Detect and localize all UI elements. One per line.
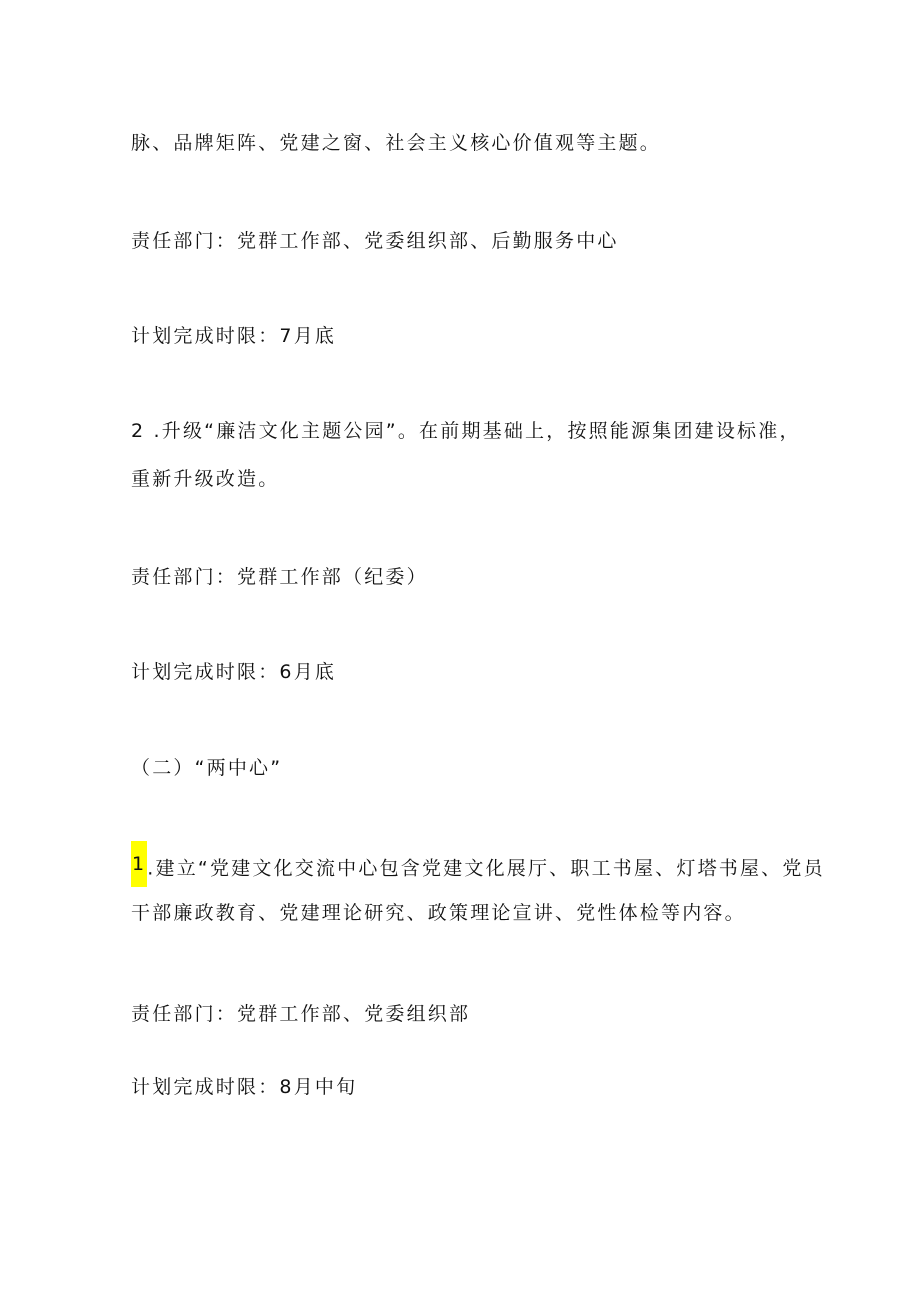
- responsible-departments-3: 责任部门：党群工作部、党委组织部: [131, 1003, 471, 1025]
- deadline-2: 计划完成时限：6月底: [131, 661, 337, 683]
- item-2-heading: 2 .升级“廉洁文化主题公园”。在前期基础上，按照能源集团建设标准，: [131, 420, 801, 442]
- responsible-departments-1: 责任部门：党群工作部、党委组织部、后勤服务中心: [131, 230, 619, 252]
- item-1-continuation: 干部廉政教育、党建理论研究、政策理论宣讲、党性体检等内容。: [131, 902, 746, 924]
- paragraph-topics-continuation: 脉、品牌矩阵、党建之窗、社会主义核心价值观等主题。: [131, 132, 662, 154]
- section-two-centers-heading: （二）“两中心”: [131, 757, 283, 779]
- deadline-1: 计划完成时限：7月底: [131, 325, 337, 347]
- item-1-text: .建立“党建文化交流中心包含党建文化展厅、职工书屋、灯塔书屋、党员: [147, 857, 825, 880]
- item-1-line: [131, 851, 825, 887]
- item-2-continuation: 重新升级改造。: [131, 468, 280, 490]
- responsible-departments-2: 责任部门：党群工作部（纪委）: [131, 566, 428, 588]
- deadline-3: 计划完成时限：8月中旬: [131, 1076, 358, 1098]
- highlighted-item-number: 1: [131, 841, 147, 887]
